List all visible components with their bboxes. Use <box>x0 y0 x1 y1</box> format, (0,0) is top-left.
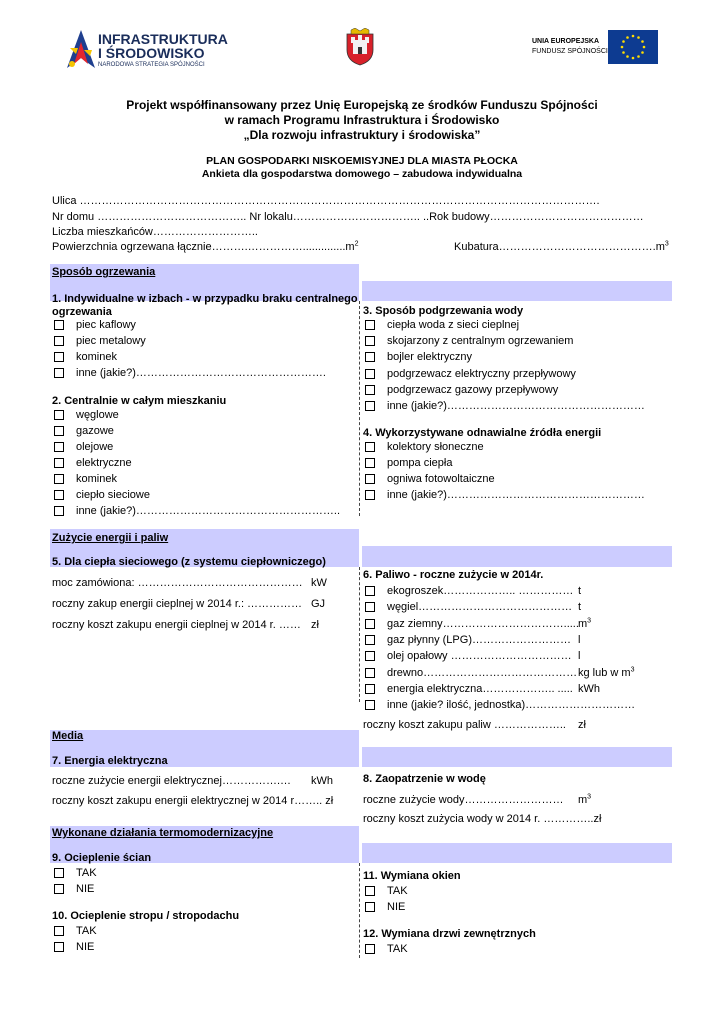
section-band-media-right <box>362 747 672 767</box>
q6-unit: kWh <box>578 682 600 695</box>
q7-unit: kWh <box>311 775 333 787</box>
checkbox[interactable] <box>54 474 64 484</box>
q3-option-label: podgrzewacz elektryczny przepływowy <box>387 367 576 380</box>
checkbox[interactable] <box>365 684 375 694</box>
checkbox[interactable] <box>365 651 375 661</box>
q4-option-label: ogniwa fotowoltaiczne <box>387 473 495 485</box>
checkbox[interactable] <box>365 320 375 330</box>
q10-title: 10. Ocieplenie stropu / stropodachu <box>52 910 240 922</box>
logo-right-title: UNIA EUROPEJSKA <box>532 38 600 45</box>
checkbox[interactable] <box>365 944 375 954</box>
section-media-title: Media <box>52 730 84 742</box>
q4-option-label: pompa ciepła <box>387 457 453 469</box>
checkbox[interactable] <box>54 368 64 378</box>
ulica-field[interactable]: Ulica ……………………………………………………………………………………………………………………………. <box>52 195 600 207</box>
survey-title: Ankieta dla gospodarstwa domowego – zabudowa indywidualna <box>201 168 523 180</box>
section-band-heating-right <box>362 281 672 301</box>
column-divider-2 <box>359 567 360 702</box>
checkbox[interactable] <box>365 474 375 484</box>
q2-option-label: ciepło sieciowe <box>76 489 150 501</box>
q1-option-label: kominek <box>76 351 117 363</box>
checkbox[interactable] <box>365 442 375 452</box>
q9-title: 9. Ocieplenie ścian <box>52 852 152 864</box>
checkbox[interactable] <box>54 458 64 468</box>
form-subtitle <box>0 155 724 181</box>
q7-title: 7. Energia elektryczna <box>52 755 168 767</box>
q6-field[interactable]: energia elektryczna……………….. ..... <box>387 682 573 695</box>
checkbox[interactable] <box>365 586 375 596</box>
q6-unit: l <box>578 633 581 646</box>
q1-option-label: piec metalowy <box>76 335 146 347</box>
checkbox[interactable] <box>54 926 64 936</box>
checkbox[interactable] <box>54 320 64 330</box>
q9-option-label: NIE <box>76 883 95 895</box>
checkbox[interactable] <box>365 635 375 645</box>
checkbox[interactable] <box>365 902 375 912</box>
q6-cost-unit: zł <box>578 719 586 731</box>
plock-coat-of-arms-icon <box>345 28 375 66</box>
q2-option-label: gazowe <box>76 425 114 437</box>
checkbox[interactable] <box>54 426 64 436</box>
q7-field[interactable]: roczny koszt zakupu energii elektrycznej w 2014 r…….. zł <box>52 795 334 807</box>
q5-unit: GJ <box>311 598 326 610</box>
q3-option-label: ciepła woda z sieci cieplnej <box>387 319 520 331</box>
checkbox[interactable] <box>54 410 64 420</box>
infrastruktura-logo <box>66 26 226 74</box>
q6-field[interactable]: inne (jakie? ilość, jednostka)………………………… <box>387 699 636 712</box>
liczba-mieszkancow-field[interactable]: Liczba mieszkańców……………………….. <box>52 226 258 238</box>
project-title <box>0 98 724 143</box>
q11-title: 11. Wymiana okien <box>363 870 461 882</box>
q8-use-unit-exp: 3 <box>587 793 592 801</box>
q8-use-label: roczne zużycie wody……………………… <box>363 794 564 806</box>
powierzchnia-unit-exp: 2 <box>354 240 359 248</box>
q3-title: 3. Sposób podgrzewania wody <box>363 305 524 317</box>
plan-title: PLAN GOSPODARKI NISKOEMISYJNEJ DLA MIASTA PŁOCKA <box>206 155 518 167</box>
q5-field[interactable]: moc zamówiona: ……………………………………… <box>52 577 303 589</box>
q6-field[interactable]: ekogroszek……………….. …………… <box>387 585 574 597</box>
q3-option-label: inne (jakie?)……………………………………………… <box>387 400 645 412</box>
q6-unit: l <box>578 650 581 663</box>
q6-unit <box>578 618 591 631</box>
checkbox[interactable] <box>365 602 375 612</box>
q2-title: 2. Centralnie w całym mieszkaniu <box>52 395 227 407</box>
q8-use-field[interactable] <box>363 794 564 807</box>
section-band-energy-right <box>362 546 672 567</box>
q1-title-line-1: 1. Indywidualne w izbach - w przypadku braku centralnego <box>52 293 358 305</box>
kubatura-label: Kubatura…………………………………….m <box>454 241 665 253</box>
q5-unit: zł <box>311 619 319 631</box>
section-heating-title: Sposób ogrzewania <box>52 266 156 278</box>
q3-option-label: bojler elektryczny <box>387 351 472 364</box>
q2-option-label: olejowe <box>76 441 114 453</box>
q8-use-unit: $m^3$ <box>578 793 592 806</box>
q1-option-label: piec kaflowy <box>76 319 136 331</box>
q6-field[interactable]: gaz ziemny……………………………..... <box>387 617 579 630</box>
checkbox[interactable] <box>54 506 64 516</box>
q3-option-label: podgrzewacz gazowy przepływowy <box>387 383 559 396</box>
q2-option-label: węglowe <box>76 409 119 421</box>
checkbox[interactable] <box>54 352 64 362</box>
q5-field[interactable]: roczny zakup energii cieplnej w 2014 r.: …………… <box>52 598 303 610</box>
q6-unit-exp: 3 <box>587 616 592 624</box>
checkbox[interactable] <box>54 868 64 878</box>
section-energy-title: Zużycie energii i paliw <box>52 532 169 544</box>
kubatura-unit-exp: 3 <box>664 240 669 248</box>
column-divider-3 <box>359 863 360 958</box>
checkbox[interactable] <box>54 490 64 500</box>
q6-cost-label: roczny koszt zakupu paliw ……………….. <box>363 719 566 731</box>
checkbox[interactable] <box>365 385 375 395</box>
q2-option-label: inne (jakie?)……………………………………………….. <box>76 505 341 517</box>
column-divider-1 <box>359 301 360 516</box>
section-band-media <box>50 730 359 747</box>
nr-domu-field[interactable]: Nr domu ………………………………….. Nr lokalu…………………………….. ..Rok budowy…………………………………… <box>52 211 644 223</box>
q1-title-line-2: ogrzewania <box>52 306 112 318</box>
q9-option-label: TAK <box>76 867 97 879</box>
checkbox[interactable] <box>365 458 375 468</box>
q6-field[interactable]: drewno…………………………………… <box>387 666 578 679</box>
logo-left-title-2: I ŚRODOWISKO <box>98 45 205 61</box>
q4-option-label: inne (jakie?)……………………………………………… <box>387 489 645 501</box>
checkbox[interactable] <box>365 369 375 379</box>
q8-title: 8. Zaopatrzenie w wodę <box>363 773 486 785</box>
project-title-line-1: Projekt współfinansowany przez Unię Europejską ze środków Funduszu Spójności <box>126 98 598 112</box>
q12-option-label: TAK <box>387 943 408 955</box>
checkbox[interactable] <box>365 490 375 500</box>
q7-field[interactable]: roczne zużycie energii elektrycznej…………….… <box>52 775 292 787</box>
q6-field[interactable]: gaz płynny (LPG)……………………… <box>387 633 571 646</box>
checkbox[interactable] <box>365 668 375 678</box>
logo-right-subtitle: FUNDUSZ SPÓJNOŚCI <box>532 48 608 55</box>
q12-title: 12. Wymiana drzwi zewnętrznych <box>363 928 536 940</box>
checkbox[interactable] <box>365 700 375 710</box>
logo-left-subtitle: NARODOWA STRATEGIA SPÓJNOŚCI <box>98 62 205 68</box>
eu-flag-icon <box>608 30 658 64</box>
kubatura-field[interactable] <box>454 241 669 254</box>
checkbox[interactable] <box>365 352 375 362</box>
q6-unit-text: m <box>578 617 588 630</box>
q3-option-label: skojarzony z centralnym ogrzewaniem <box>387 335 574 348</box>
checkbox[interactable] <box>54 336 64 346</box>
project-title-line-3: „Dla rozwoju infrastruktury i środowiska” <box>243 128 481 142</box>
powierzchnia-label: Powierzchnia ogrzewana łącznie……….……………..............m <box>52 241 355 253</box>
project-title-line-2: w ramach Programu Infrastruktura i Środowisko <box>224 113 500 127</box>
q6-field[interactable]: olej opałowy …………………………… <box>387 650 572 663</box>
q11-option-label: TAK <box>387 885 408 897</box>
checkbox[interactable] <box>54 942 64 952</box>
infrastruktura-logo-icon <box>66 28 96 72</box>
q6-unit-exp: 3 <box>630 665 635 673</box>
q2-option-label: elektryczne <box>76 457 132 469</box>
checkbox[interactable] <box>365 886 375 896</box>
q2-option-label: kominek <box>76 473 117 485</box>
checkbox[interactable] <box>365 336 375 346</box>
q6-unit <box>578 667 634 680</box>
q5-title: 5. Dla ciepła sieciowego (z systemu ciepłowniczego) <box>52 556 326 568</box>
checkbox[interactable] <box>54 442 64 452</box>
q6-unit-text: kg lub w m <box>578 666 631 679</box>
q1-option-label: inne (jakie?)……………………………………………. <box>76 367 326 379</box>
checkbox[interactable] <box>365 401 375 411</box>
q6-title: 6. Paliwo - roczne zużycie w 2014r. <box>363 569 544 581</box>
q4-option-label: kolektory słoneczne <box>387 441 484 453</box>
q10-option-label: NIE <box>76 941 95 953</box>
q4-title: 4. Wykorzystywane odnawialne źródła energii <box>363 427 602 439</box>
q6-field[interactable]: węgiel…………………………………… <box>387 601 573 614</box>
q10-option-label: TAK <box>76 925 97 937</box>
q6-cost-field[interactable] <box>363 719 566 732</box>
checkbox[interactable] <box>54 884 64 894</box>
section-thermo-title: Wykonane działania termomodernizacyjne <box>52 827 274 839</box>
q6-unit: t <box>578 585 582 597</box>
q11-option-label: NIE <box>387 901 406 913</box>
logo-left-title-1: INFRASTRUKTURA <box>98 31 228 47</box>
section-band-thermo-right <box>362 843 672 863</box>
checkbox[interactable] <box>365 619 375 629</box>
q5-unit: kW <box>311 577 327 589</box>
q6-unit: t <box>578 601 582 614</box>
powierzchnia-field[interactable] <box>52 241 359 254</box>
q5-field[interactable]: roczny koszt zakupu energii cieplnej w 2014 r. …… <box>52 619 301 631</box>
q8-cost-field[interactable]: roczny koszt zużycia wody w 2014 r. …………..zł <box>363 813 602 825</box>
